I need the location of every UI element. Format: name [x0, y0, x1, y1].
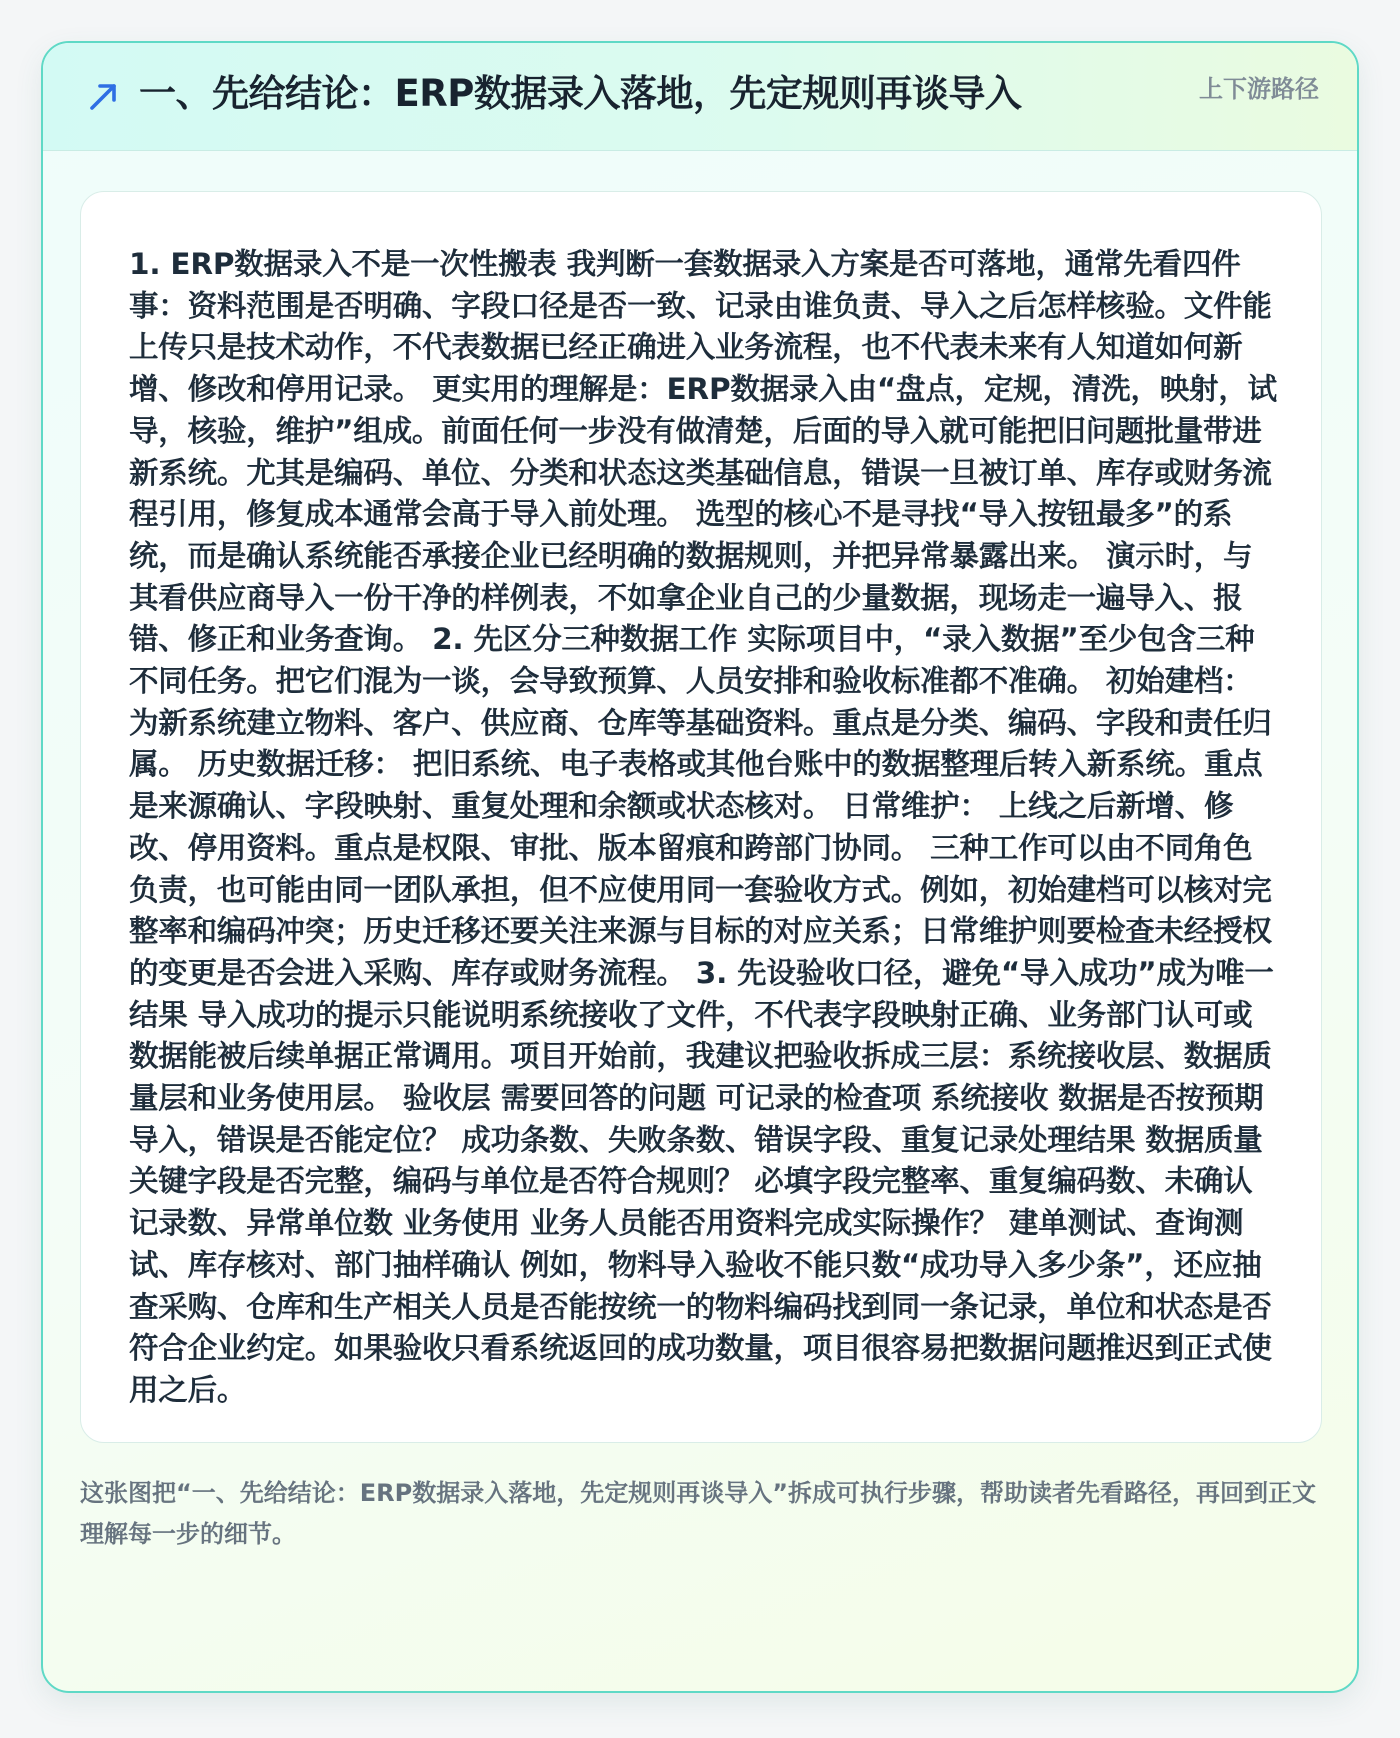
- content-panel: [80, 191, 1322, 1443]
- body-text: 1. ERP数据录入不是一次性搬表 我判断一套数据录入方案是否可落地，通常先看四件事：资料范围是否明确、字段口径是否一致、记录由谁负责、导入之后怎样核验。文件能上传只是技术动作，不代表数据已经正确进入业务流程，也不代表未来有人知道如何新增、修改和停用记录。 更实用的理解是：ERP数据录入由“盘点，定规，清洗，映射，试导，核验，维护”组成。前面任何一步没有做清楚，后面的导入就可能把旧问题批量带进新系统。尤其是编码、单位、分类和状态这类基础信息，错误一旦被订单、库存或财务流程引用，修复成本通常会高于导入前处理。 选型的核心不是寻找“导入按钮最多”的系统，而是确认系统能否承接企业已经明确的数据规则，并把异常暴露出来。 演示时，与其看供应商导入一份干净的样例表，不如拿企业自己的少量数据，现场走一遍导入、报错、修正和业务查询。 2. 先区分三种数据工作 实际项目中，“录入数据”至少包含三种不同任务。把它们混为一谈，会导致预算、人员安排和验收标准都不准确。 初始建档： 为新系统建立物料、客户、供应商、仓库等基础资料。重点是分类、编码、字段和责任归属。 历史数据迁移： 把旧系统、电子表格或其他台账中的数据整理后转入新系统。重点是来源确认、字段映射、重复处理和余额或状态核对。 日常维护： 上线之后新增、修改、停用资料。重点是权限、审批、版本留痕和跨部门协同。 三种工作可以由不同角色负责，也可能由同一团队承担，但不应使用同一套验收方式。例如，初始建档可以核对完整率和编码冲突；历史迁移还要关注来源与目标的对应关系；日常维护则要检查未经授权的变更是否会进入采购、库存或财务流程。 3. 先设验收口径，避免“导入成功”成为唯一结果 导入成功的提示只能说明系统接收了文件，不代表字段映射正确、业务部门认可或数据能被后续单据正常调用。项目开始前，我建议把验收拆成三层：系统接收层、数据质量层和业务使用层。 验收层 需要回答的问题 可记录的检查项 系统接收 数据是否按预期导入，错误是否能定位？ 成功条数、失败条数、错误字段、重复记录处理结果 数据质量 关键字段是否完整，编码与单位是否符合规则？ 必填字段完整率、重复编码数、未确认记录数、异常单位数 业务使用 业务人员能否用资料完成实际操作？ 建单测试、查询测试、库存核对、部门抽样确认 例如，物料导入验收不能只数“成功导入多少条”，还应抽查采购、仓库和生产相关人员是否能按统一的物料编码找到同一条记录，单位和状态是否符合企业约定。如果验收只看系统返回的成功数量，项目很容易把数据问题推迟到正式使用之后。: [129, 247, 1277, 1407]
- article-card: [41, 41, 1359, 1693]
- figure-caption: 这张图把“一、先给结论：ERP数据录入落地，先定规则再谈导入”拆成可执行步骤，帮助读者先看路径，再回到正文理解每一步的细节。: [80, 1479, 1317, 1548]
- path-tag: 上下游路径: [1199, 75, 1319, 103]
- card-title: 一、先给结论：ERP数据录入落地，先定规则再谈导入: [139, 72, 1022, 115]
- card-header: [43, 43, 1357, 151]
- arrow-up-right-icon: [87, 79, 121, 113]
